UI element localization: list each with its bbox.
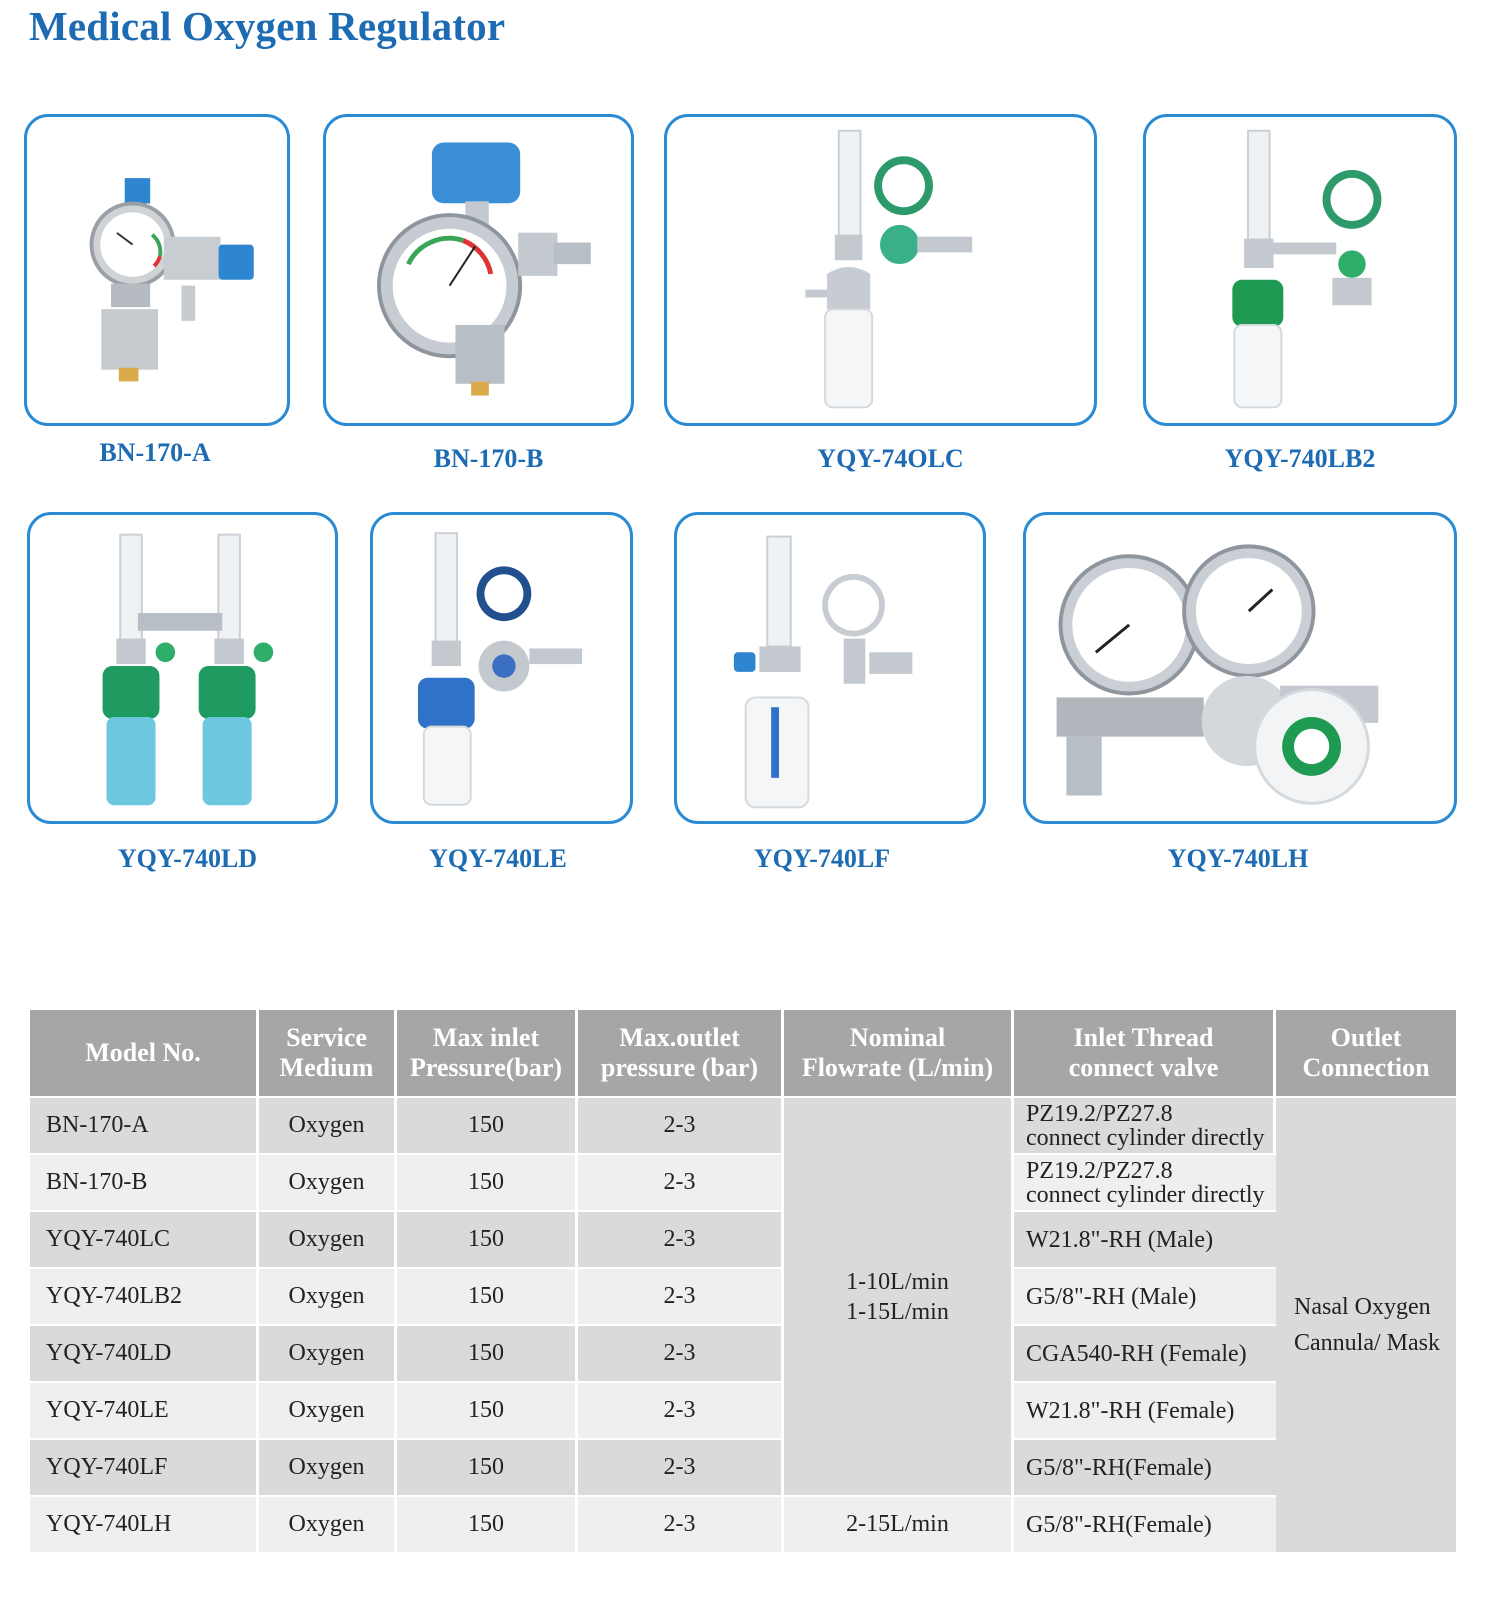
product-label: YQY-74OLC [817, 444, 964, 473]
cell-flowrate-merged: 1-10L/min 1-15L/min [784, 1096, 1014, 1495]
table-row [30, 1324, 1456, 1381]
cell-medium: Oxygen [259, 1324, 397, 1381]
header-model: Model No. [30, 1010, 259, 1096]
header-max-outlet: Max.outlet pressure (bar) [578, 1010, 784, 1096]
product-label: YQY-740LH [1167, 844, 1309, 873]
product-label: YQY-740LE [429, 844, 567, 873]
table-row [30, 1153, 1456, 1210]
cell-outlet: 2-3 [578, 1267, 784, 1324]
dual-flowmeter-image [30, 515, 335, 821]
product-card-yqy-740lb2[interactable] [1143, 114, 1457, 426]
cell-thread: G5/8"-RH(Female) [1014, 1438, 1276, 1495]
dual-gauge-regulator-image [1026, 515, 1454, 821]
cell-outlet: 2-3 [578, 1096, 784, 1153]
cell-inlet: 150 [397, 1324, 578, 1381]
cell-flowrate: 2-15L/min [784, 1495, 1014, 1552]
cell-inlet: 150 [397, 1153, 578, 1210]
header-max-inlet: Max inlet Pressure(bar) [397, 1010, 578, 1096]
product-card-yqy-74olc[interactable] [664, 114, 1097, 426]
cell-outlet-connection-merged: Nasal Oxygen Cannula/ Mask [1276, 1096, 1456, 1552]
cell-outlet: 2-3 [578, 1381, 784, 1438]
product-label: YQY-740LF [753, 844, 891, 873]
cell-model: YQY-740LF [30, 1438, 259, 1495]
cell-model: BN-170-A [30, 1096, 259, 1153]
cell-medium: Oxygen [259, 1381, 397, 1438]
cell-thread: G5/8"-RH (Male) [1014, 1267, 1276, 1324]
table-row [30, 1267, 1456, 1324]
product-card-yqy-740ld[interactable] [27, 512, 338, 824]
cell-medium: Oxygen [259, 1438, 397, 1495]
cell-outlet: 2-3 [578, 1495, 784, 1552]
regulator-gauge-image [326, 117, 631, 423]
cell-model: YQY-740LB2 [30, 1267, 259, 1324]
spec-table [30, 1010, 1456, 1552]
cell-inlet: 150 [397, 1096, 578, 1153]
product-card-yqy-740lh[interactable] [1023, 512, 1457, 824]
cell-thread: G5/8"-RH(Female) [1014, 1495, 1276, 1552]
cell-model: BN-170-B [30, 1153, 259, 1210]
header-service-medium: Service Medium [259, 1010, 397, 1096]
header-nominal-flowrate: Nominal Flowrate (L/min) [784, 1010, 1014, 1096]
cell-inlet: 150 [397, 1210, 578, 1267]
cell-inlet: 150 [397, 1495, 578, 1552]
product-label: BN-170-B [433, 444, 544, 473]
table-header-row [30, 1010, 1456, 1096]
cell-model: YQY-740LH [30, 1495, 259, 1552]
cell-medium: Oxygen [259, 1096, 397, 1153]
product-label: YQY-740LB2 [1224, 444, 1376, 473]
cell-thread: W21.8"-RH (Female) [1014, 1381, 1276, 1438]
table-row [30, 1210, 1456, 1267]
flowmeter-regulator-image [373, 515, 630, 821]
cell-medium: Oxygen [259, 1267, 397, 1324]
flowmeter-regulator-image [677, 515, 983, 821]
table-row [30, 1096, 1456, 1153]
table-row [30, 1381, 1456, 1438]
cell-inlet: 150 [397, 1267, 578, 1324]
cell-thread: PZ19.2/PZ27.8 connect cylinder directly [1014, 1096, 1276, 1153]
cell-inlet: 150 [397, 1381, 578, 1438]
cell-outlet: 2-3 [578, 1153, 784, 1210]
cell-outlet: 2-3 [578, 1324, 784, 1381]
product-label: BN-170-A [99, 438, 211, 467]
cell-inlet: 150 [397, 1438, 578, 1495]
product-card-yqy-740le[interactable] [370, 512, 633, 824]
header-outlet-connection: Outlet Connection [1276, 1010, 1456, 1096]
cell-model: YQY-740LC [30, 1210, 259, 1267]
cell-medium: Oxygen [259, 1153, 397, 1210]
cell-medium: Oxygen [259, 1210, 397, 1267]
flowmeter-regulator-image [667, 117, 1094, 423]
product-card-yqy-740lf[interactable] [674, 512, 986, 824]
cell-thread: W21.8"-RH (Male) [1014, 1210, 1276, 1267]
cell-thread: CGA540-RH (Female) [1014, 1324, 1276, 1381]
cell-outlet: 2-3 [578, 1210, 784, 1267]
cell-thread: PZ19.2/PZ27.8 connect cylinder directly [1014, 1153, 1276, 1210]
cell-model: YQY-740LD [30, 1324, 259, 1381]
page-title: Medical Oxygen Regulator [29, 3, 506, 49]
table-row [30, 1438, 1456, 1495]
product-card-bn-170-a[interactable] [24, 114, 290, 426]
header-inlet-thread: Inlet Thread connect valve [1014, 1010, 1276, 1096]
cell-medium: Oxygen [259, 1495, 397, 1552]
table-row [30, 1495, 1456, 1552]
product-card-bn-170-b[interactable] [323, 114, 634, 426]
flowmeter-regulator-image [1146, 117, 1454, 423]
cell-outlet: 2-3 [578, 1438, 784, 1495]
cell-model: YQY-740LE [30, 1381, 259, 1438]
regulator-gauge-image [27, 117, 287, 423]
product-label: YQY-740LD [117, 844, 258, 873]
